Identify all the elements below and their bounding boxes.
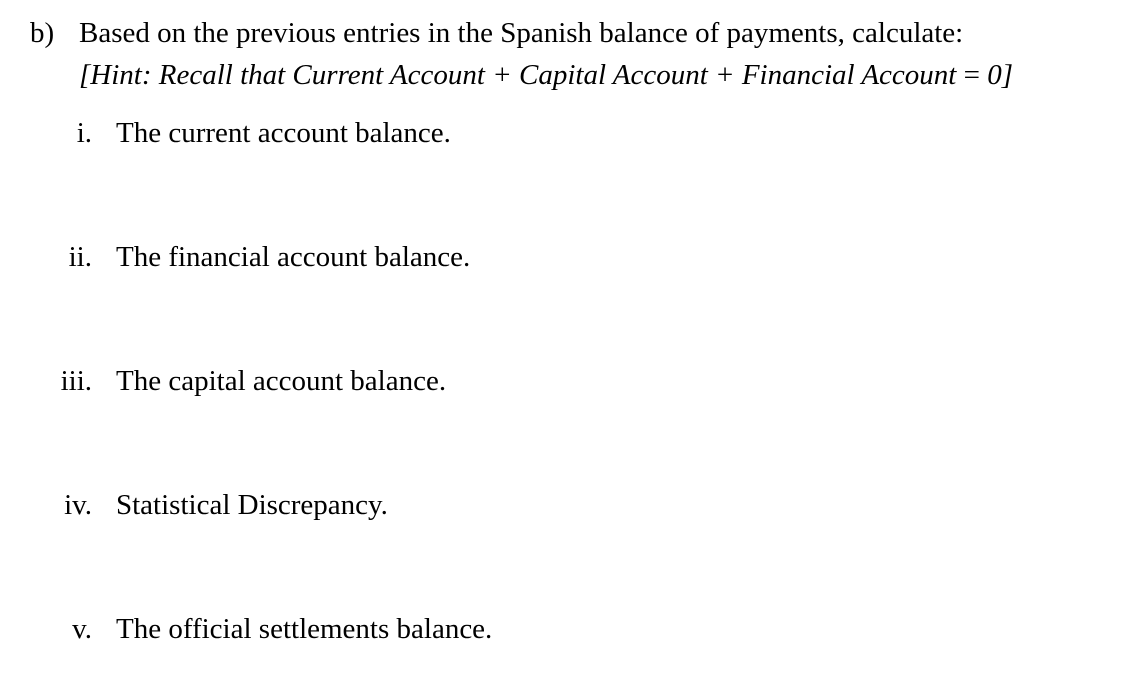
list-item-number: ii. — [68, 241, 92, 273]
hint-open: [Hint: Recall that Current Account + Capital Account + Financial Account — [79, 59, 957, 91]
list-item-text: Statistical Discrepancy. — [116, 489, 388, 521]
list-item-text: The official settlements balance. — [116, 613, 493, 645]
question-label: b) — [30, 17, 55, 49]
list-item-number: iii. — [60, 365, 92, 397]
list-item-text: The capital account balance. — [116, 365, 447, 397]
hint-close: 0] — [987, 59, 1013, 91]
list-item-number: i. — [76, 117, 92, 149]
list-item-text: The current account balance. — [116, 117, 451, 149]
list-item-number: iv. — [64, 489, 92, 521]
hint-equals: = — [963, 59, 980, 91]
question-text: Based on the previous entries in the Spanish balance of payments, calculate: — [79, 17, 964, 49]
list-item-number: v. — [72, 613, 92, 645]
list-item-text: The financial account balance. — [116, 241, 471, 273]
hint-text — [79, 58, 1013, 92]
